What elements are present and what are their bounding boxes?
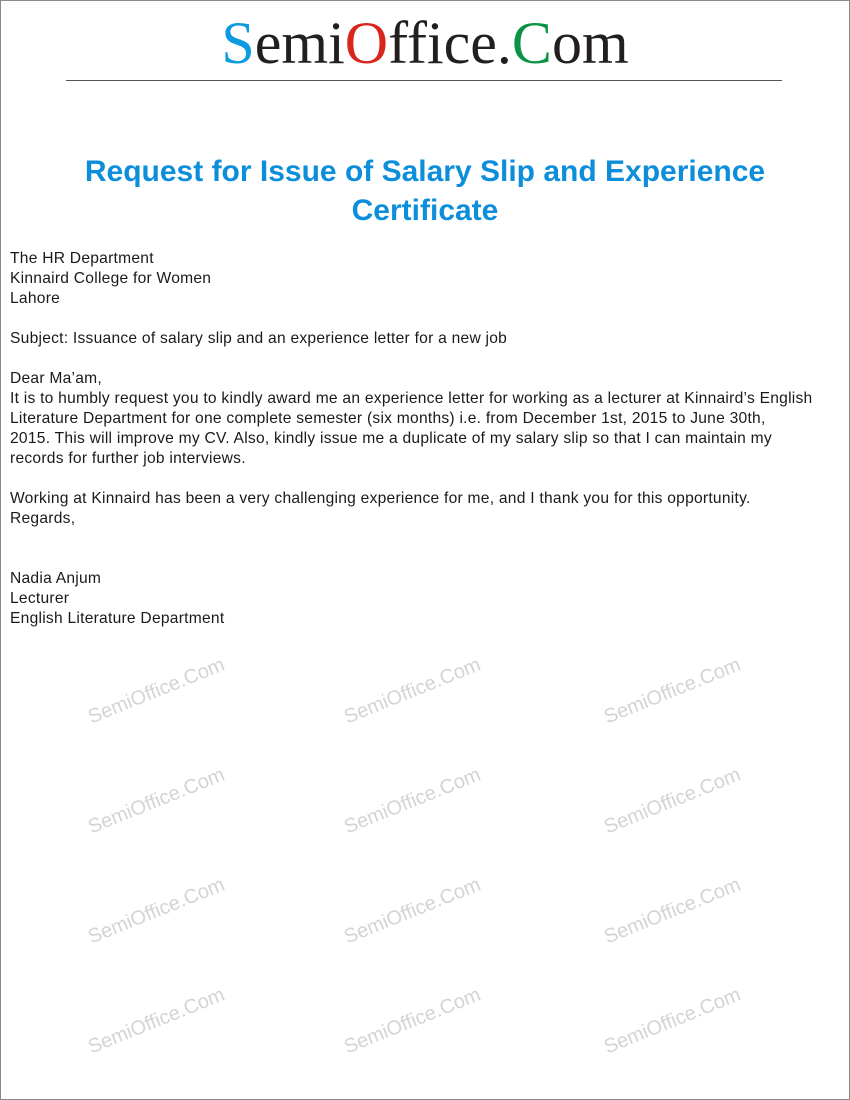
closing: Regards, bbox=[10, 510, 76, 527]
watermark: SemiOffice.Com bbox=[600, 983, 744, 1059]
paragraph-line: records for further job interviews. bbox=[10, 450, 246, 467]
signature-position: Lecturer bbox=[10, 590, 70, 607]
subject-line: Subject: Issuance of salary slip and an experience letter for a new job bbox=[10, 330, 508, 347]
watermark: SemiOffice.Com bbox=[340, 763, 484, 839]
logo-letter-s: S bbox=[221, 10, 255, 76]
letter-body bbox=[10, 249, 845, 629]
signature-name: Nadia Anjum bbox=[10, 570, 102, 587]
recipient-department: The HR Department bbox=[10, 250, 154, 267]
salutation: Dear Ma’am, bbox=[10, 370, 103, 387]
watermark: SemiOffice.Com bbox=[600, 763, 744, 839]
paragraph-line: 2015. This will improve my CV. Also, kindly issue me a duplicate of my salary slip so that I can maintain my bbox=[10, 430, 772, 447]
paragraph-line: It is to humbly request you to kindly award me an experience letter for working as a lecturer at Kinnaird’s English bbox=[10, 390, 813, 407]
logo-text: emi bbox=[254, 10, 345, 76]
watermark: SemiOffice.Com bbox=[84, 983, 228, 1059]
watermark: SemiOffice.Com bbox=[600, 873, 744, 949]
watermark: SemiOffice.Com bbox=[340, 653, 484, 729]
paragraph-line: Working at Kinnaird has been a very challenging experience for me, and I thank you for this opportunity. bbox=[10, 490, 751, 507]
watermark: SemiOffice.Com bbox=[84, 873, 228, 949]
watermark: SemiOffice.Com bbox=[84, 763, 228, 839]
signature-department: English Literature Department bbox=[10, 610, 225, 627]
title-line: Request for Issue of Salary Slip and Experience bbox=[84, 155, 766, 188]
header-divider bbox=[66, 80, 782, 81]
logo-letter-c: C bbox=[511, 10, 552, 76]
paragraph-line: Literature Department for one complete semester (six months) i.e. from December 1st, 2015 to June 30th, bbox=[10, 410, 766, 427]
watermark: SemiOffice.Com bbox=[600, 653, 744, 729]
logo-text: ffice. bbox=[388, 10, 512, 76]
page-title bbox=[40, 152, 810, 230]
logo-text: om bbox=[551, 10, 629, 76]
recipient-organization: Kinnaird College for Women bbox=[10, 270, 212, 287]
watermark: SemiOffice.Com bbox=[84, 653, 228, 729]
site-logo bbox=[0, 8, 850, 78]
watermark: SemiOffice.Com bbox=[340, 983, 484, 1059]
logo-letter-o: O bbox=[344, 10, 389, 76]
recipient-city: Lahore bbox=[10, 290, 61, 307]
title-line: Certificate bbox=[351, 194, 499, 227]
watermark: SemiOffice.Com bbox=[340, 873, 484, 949]
